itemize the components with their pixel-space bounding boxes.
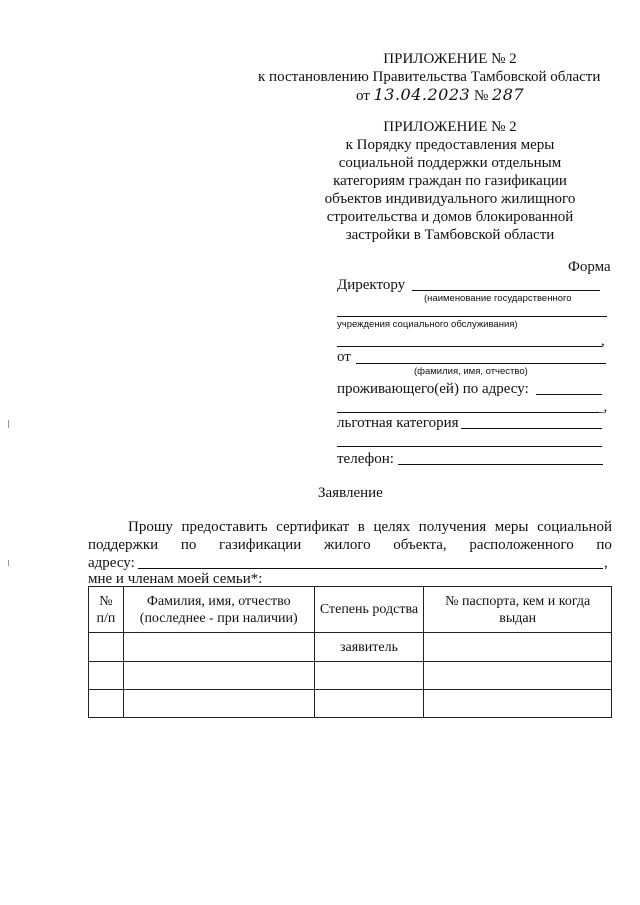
table-cell — [314, 690, 424, 718]
number-sign: № — [473, 88, 489, 104]
statement-word: по — [596, 537, 612, 553]
statement-title: Заявление — [318, 485, 383, 501]
statement-word: жилого — [323, 537, 371, 553]
table-cell — [89, 662, 124, 690]
residing-line — [536, 394, 602, 395]
residing-label: проживающего(ей) по адресу: — [337, 381, 529, 397]
table-cell — [123, 662, 314, 690]
statement-word: газификации — [219, 537, 302, 553]
address-label: адресу: — [88, 555, 135, 571]
resolution-date-line — [356, 86, 524, 105]
scan-edge-mark — [8, 560, 9, 566]
table-cell — [89, 633, 124, 662]
address-line — [337, 412, 599, 413]
statement-address-line — [138, 568, 603, 569]
statement-address-comma: , — [604, 555, 608, 571]
phone-label: телефон: — [337, 451, 394, 467]
institution-line — [337, 316, 607, 317]
table-row — [89, 633, 612, 662]
procedure-line: объектов индивидуального жилищного — [324, 191, 576, 207]
procedure-appendix-title: ПРИЛОЖЕНИЕ № 2 — [383, 119, 517, 135]
procedure-line: застройки в Тамбовской области — [345, 227, 555, 243]
family-line: мне и членам моей семьи*: — [88, 571, 263, 587]
appendix-title: ПРИЛОЖЕНИЕ № 2 — [383, 51, 517, 67]
table-row — [89, 662, 612, 690]
name-hint: (фамилия, имя, отчество) — [414, 366, 528, 377]
category-line — [461, 428, 602, 429]
institution-line-2 — [337, 346, 602, 347]
statement-word: поддержки — [88, 537, 159, 553]
from-line — [356, 363, 606, 364]
header-relation: Степень родства — [314, 587, 424, 633]
procedure-line: к Порядку предоставления меры — [345, 137, 555, 153]
header-passport: № паспорта, кем и когда выдан — [424, 587, 612, 633]
category-label: льготная категория — [337, 415, 459, 431]
table-cell — [424, 633, 612, 662]
procedure-line: категориям граждан по газификации — [333, 173, 567, 189]
scan-edge-mark — [8, 420, 9, 428]
address-line-end: _, — [596, 399, 608, 415]
institution-comma: , — [601, 333, 605, 349]
header-full-name: Фамилия, имя, отчество (последнее - при наличии) — [123, 587, 314, 633]
institution-hint-2: учреждения социального обслуживания) — [337, 319, 518, 330]
statement-line-2 — [88, 536, 612, 554]
header-number: № п/п — [89, 587, 124, 633]
handwritten-date: 13.04.2023 — [373, 85, 471, 104]
table-cell — [314, 662, 424, 690]
category-line-2 — [337, 446, 602, 447]
date-prefix: от — [356, 88, 370, 104]
statement-word: по — [180, 537, 197, 553]
statement-line-1: Прошу предоставить сертификат в целях получения меры социальной — [128, 519, 612, 535]
table-cell — [424, 662, 612, 690]
resolution-reference: к постановлению Правительства Тамбовской области — [258, 69, 601, 85]
director-label: Директору — [337, 277, 406, 293]
table-row — [89, 690, 612, 718]
table-cell — [123, 690, 314, 718]
institution-hint: (наименование государственного — [424, 293, 572, 304]
phone-line — [398, 464, 603, 465]
procedure-line: строительства и домов блокированной — [326, 209, 574, 225]
handwritten-number: 287 — [492, 85, 525, 104]
statement-word: объекта, — [393, 537, 447, 553]
procedure-line: социальной поддержки отдельным — [338, 155, 562, 171]
table-cell — [424, 690, 612, 718]
family-table — [88, 586, 612, 718]
table-cell — [123, 633, 314, 662]
table-header-row — [89, 587, 612, 633]
director-line — [412, 290, 600, 291]
from-label: от — [337, 349, 351, 365]
table-cell: заявитель — [314, 633, 424, 662]
form-label: Форма — [568, 259, 611, 275]
table-cell — [89, 690, 124, 718]
statement-word: расположенного — [469, 537, 574, 553]
